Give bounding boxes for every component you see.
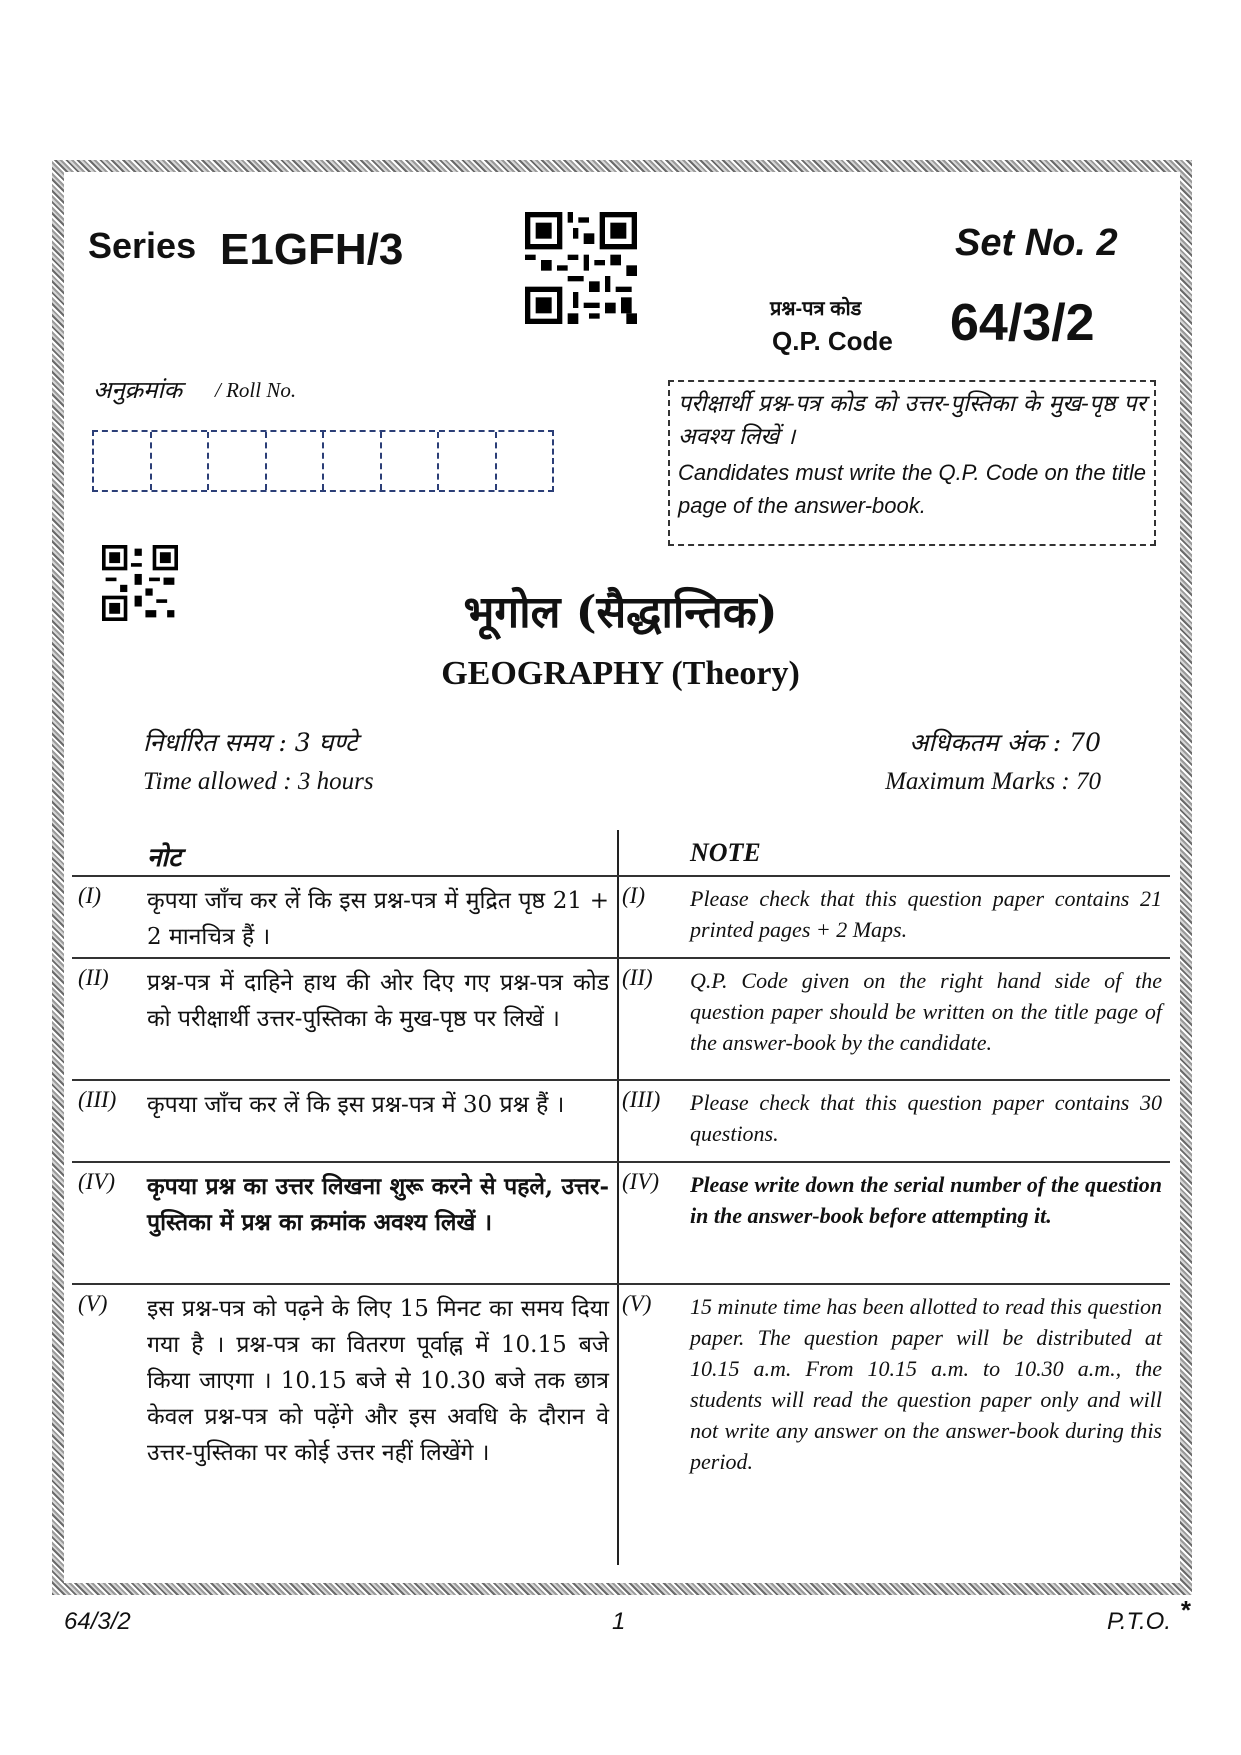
time-allowed-hindi: निर्धारित समय : 3 घण्टे — [143, 728, 358, 757]
item-text: Please check that this question paper contains 30 questions. — [690, 1090, 1162, 1146]
item-number: (I) — [78, 883, 101, 908]
table-row — [72, 1163, 1170, 1285]
roll-digit-box[interactable] — [382, 432, 440, 490]
roll-digit-box[interactable] — [94, 432, 152, 490]
qp-code-value: 64/3/2 — [950, 294, 1095, 352]
item-number: (III) — [78, 1087, 117, 1112]
roll-digit-box[interactable] — [267, 432, 325, 490]
table-row — [72, 877, 1170, 959]
item-text-hindi: प्रश्न-पत्र में दाहिने हाथ की ओर दिए गए प्रश्न-पत्र कोड को परीक्षार्थी उत्तर-पुस्तिका के मुख-पृष्ठ पर लिखें । — [147, 970, 609, 1032]
item-number: (V) — [78, 1291, 108, 1316]
item-text-hindi: कृपया जाँच कर लें कि इस प्रश्न-पत्र में मुद्रित पृष्ठ 21 + 2 मानचित्र हैं । — [147, 888, 609, 950]
note-header: NOTE — [690, 838, 761, 867]
page-number: 1 — [612, 1608, 626, 1635]
candidate-notice-box — [668, 380, 1156, 546]
maximum-marks: Maximum Marks : 70 — [885, 768, 1101, 795]
footer-qp-code: 64/3/2 — [64, 1608, 131, 1635]
table-row — [72, 1285, 1170, 1555]
series-label: Series — [88, 225, 197, 266]
roll-number-boxes[interactable] — [92, 430, 554, 492]
item-text: Q.P. Code given on the right hand side of the question paper should be written on the title page of the answer-book by the candidate. — [690, 968, 1162, 1055]
time-allowed: Time allowed : 3 hours — [143, 768, 374, 795]
notice-english: Candidates must write the Q.P. Code on the title page of the answer-book. — [678, 460, 1146, 518]
qr-code-icon — [525, 212, 637, 324]
subject-title: GEOGRAPHY (Theory) — [441, 655, 800, 692]
roll-digit-box[interactable] — [152, 432, 210, 490]
maximum-marks-hindi: अधिकतम अंक : 70 — [909, 728, 1101, 757]
item-number: (II) — [622, 965, 653, 990]
notice-hindi: परीक्षार्थी प्रश्न-पत्र कोड को उत्तर-पुस्तिका के मुख-पृष्ठ पर अवश्य लिखें । — [678, 391, 1146, 450]
item-number: (IV) — [622, 1169, 660, 1194]
roll-label-hindi: अनुक्रमांक — [93, 376, 183, 404]
roll-digit-box[interactable] — [209, 432, 267, 490]
roll-digit-box[interactable] — [439, 432, 497, 490]
series-code: E1GFH/3 — [220, 225, 404, 274]
item-text: 15 minute time has been allotted to read this question paper. The question paper will be distributed at 10.15 a.m. From 10.15 a.m. to 10.30 a.m., the students will read the question paper only and will not write any answer on the answer-book during this period. — [690, 1294, 1162, 1474]
pto-label: P.T.O. — [1106, 1608, 1171, 1635]
item-number: (IV) — [78, 1169, 116, 1194]
table-row — [72, 1081, 1170, 1163]
table-header-row — [72, 830, 1170, 877]
item-text-hindi: कृपया जाँच कर लें कि इस प्रश्न-पत्र में 30 प्रश्न हैं । — [147, 1092, 565, 1118]
roll-label: / Roll No. — [215, 378, 297, 402]
roll-digit-box[interactable] — [324, 432, 382, 490]
subject-title-hindi: भूगोल (सैद्धान्तिक) — [463, 587, 778, 638]
qp-code-label-hindi: प्रश्न-पत्र कोड — [770, 298, 862, 320]
asterisk-icon: * — [1180, 1595, 1191, 1625]
item-text: Please check that this question paper contains 21 printed pages + 2 Maps. — [690, 886, 1162, 942]
table-row — [72, 959, 1170, 1081]
item-text-hindi: कृपया प्रश्न का उत्तर लिखना शुरू करने से पहले, उत्तर-पुस्तिका में प्रश्न का क्रमांक अवश्य लिखें । — [147, 1173, 609, 1236]
set-number: Set No. 2 — [955, 222, 1118, 264]
item-text: Please write down the serial number of the question in the answer-book before attempting it. — [690, 1172, 1162, 1228]
roll-digit-box[interactable] — [497, 432, 553, 490]
item-number: (I) — [622, 883, 645, 908]
item-number: (III) — [622, 1087, 661, 1112]
item-number: (V) — [622, 1291, 652, 1316]
note-header-hindi: नोट — [147, 843, 182, 873]
item-number: (II) — [78, 965, 109, 990]
qp-code-label: Q.P. Code — [772, 326, 893, 356]
item-text-hindi: इस प्रश्न-पत्र को पढ़ने के लिए 15 मिनट का समय दिया गया है । प्रश्न-पत्र का वितरण पूर्वाह्न में 10.15 बजे किया जाएगा । 10.15 बजे से 10.30 बजे तक छात्र केवल प्रश्न-पत्र को पढ़ेंगे और इस अवधि के दौरान वे उत्तर-पुस्तिका पर कोई उत्तर नहीं लिखेंगे । — [147, 1296, 609, 1466]
